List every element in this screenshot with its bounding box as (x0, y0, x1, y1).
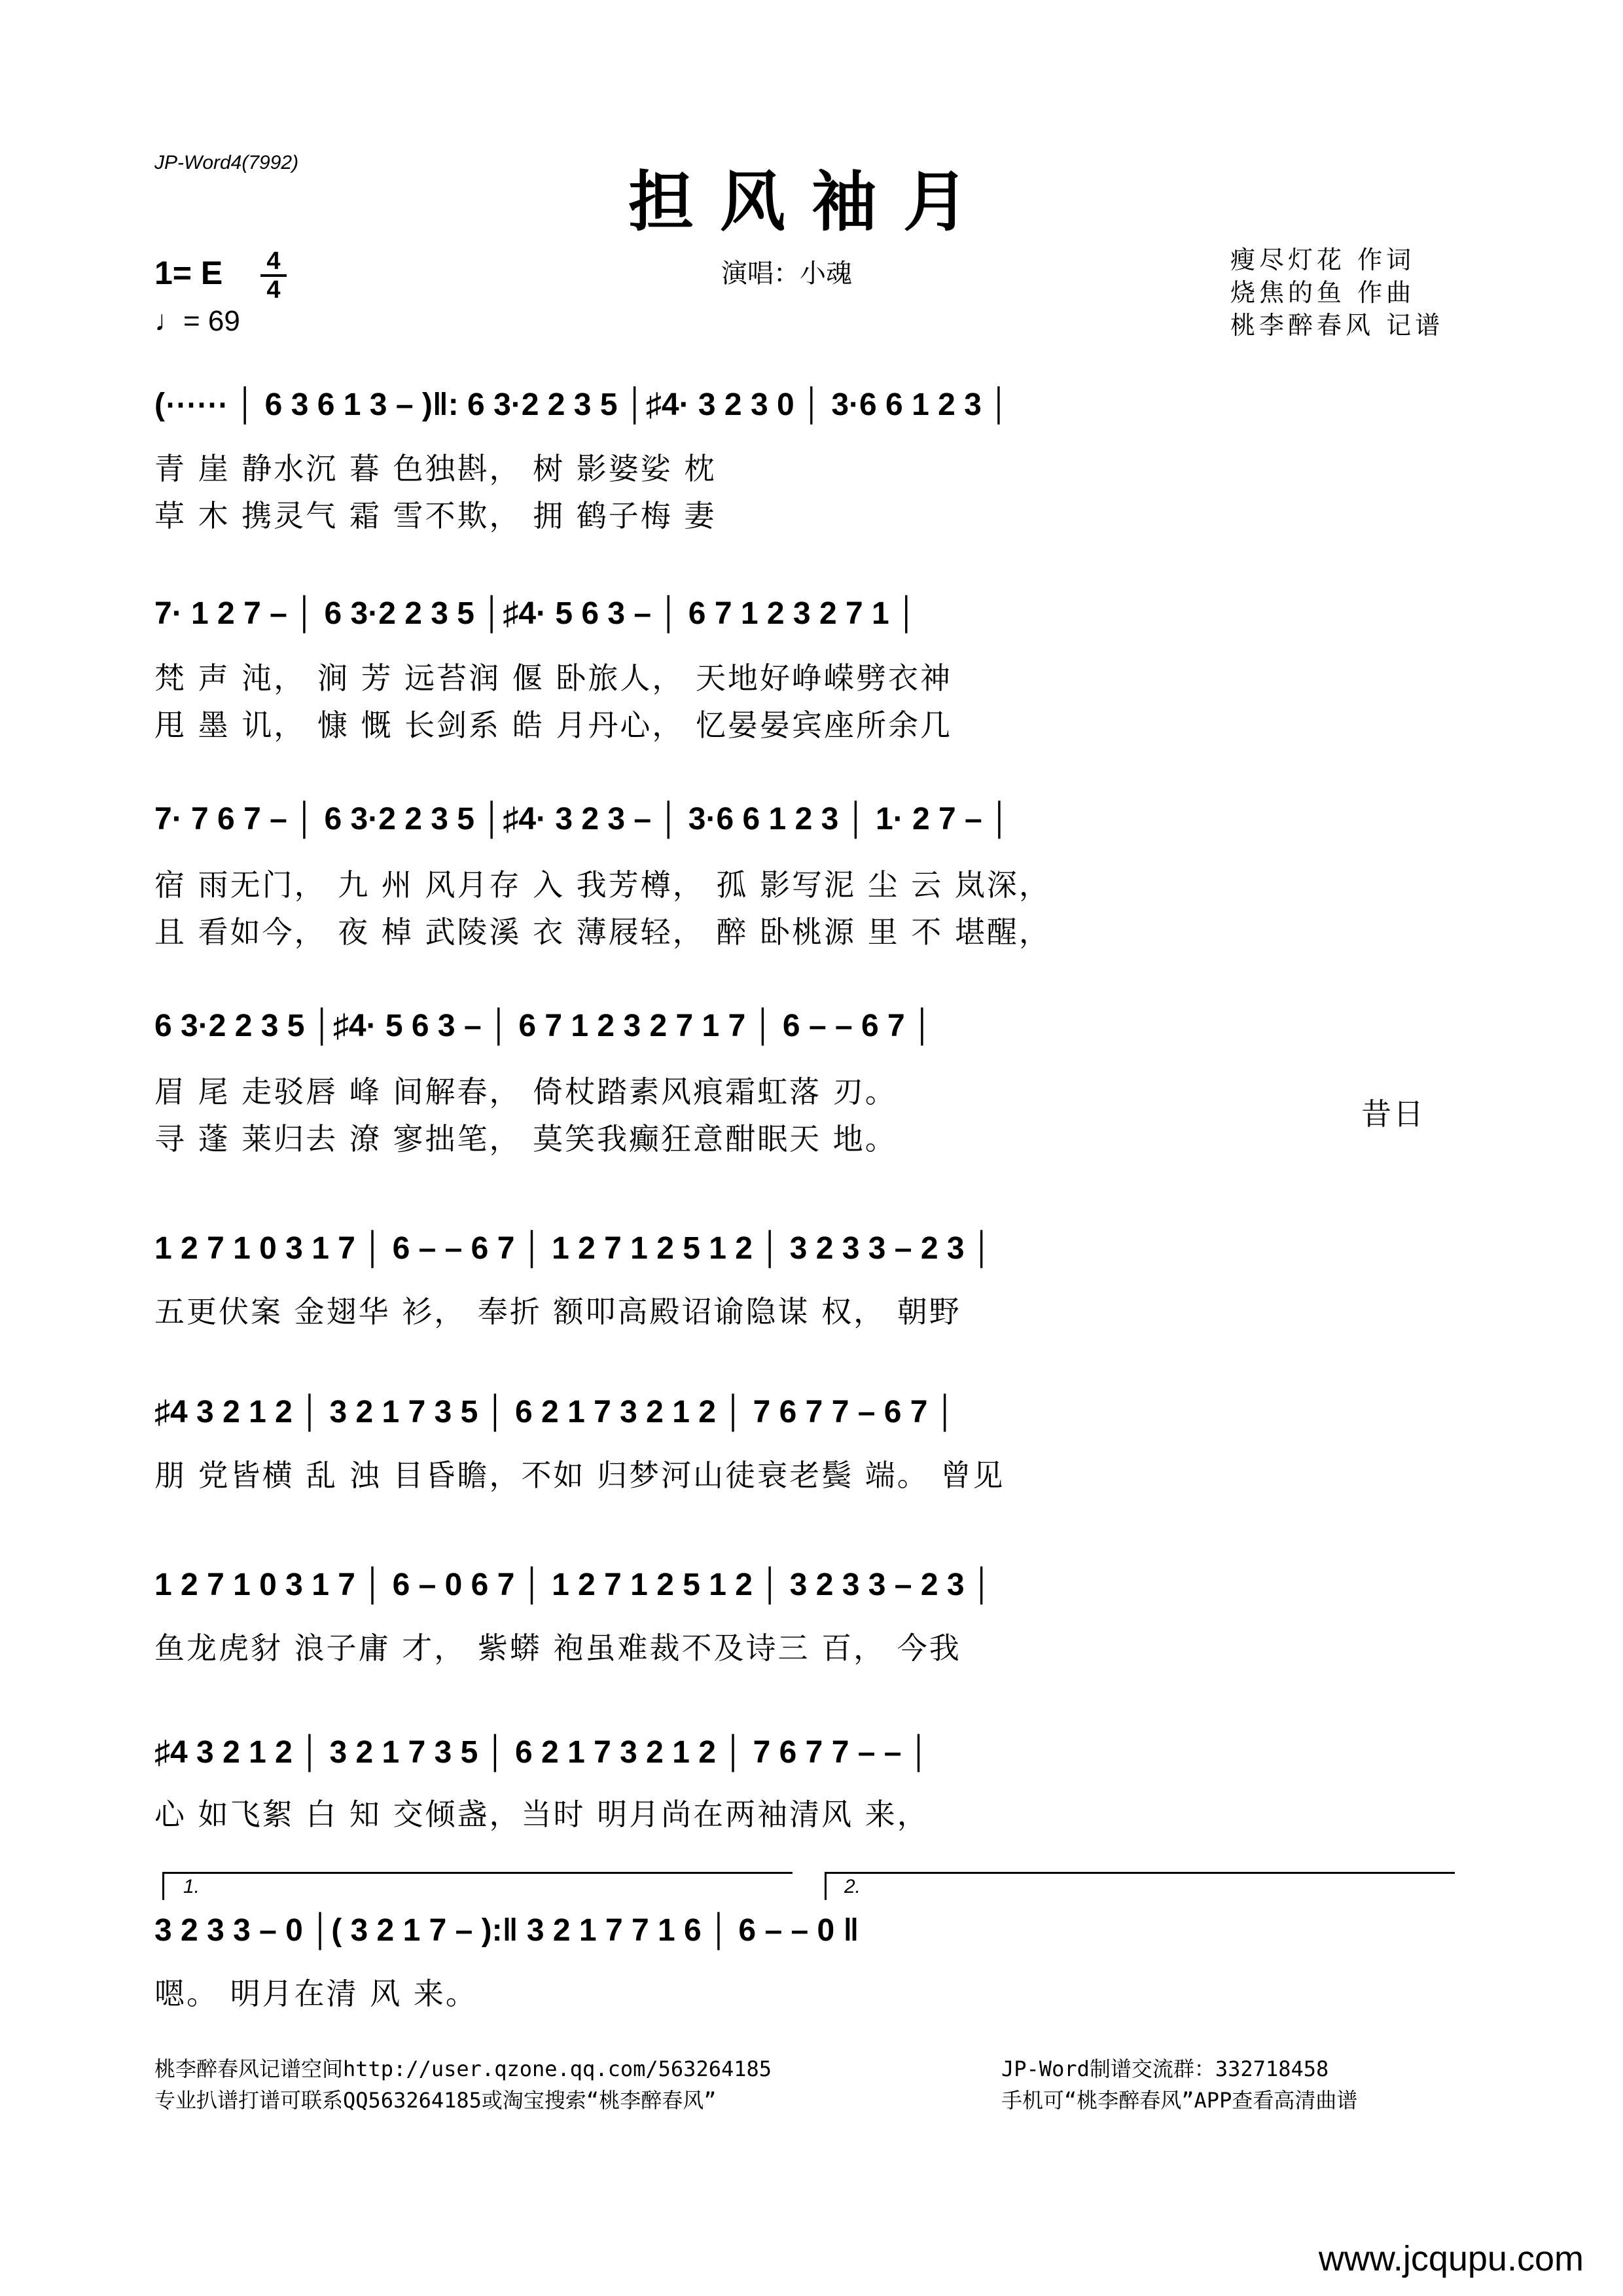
volta-label-1: 1. (183, 1876, 200, 1897)
volta-bracket-2 (825, 1872, 1455, 1900)
lyric-line: 朋 党皆横 乱 浊 目昏瞻，不如 归梦河山徒衰老鬓 端。 曾见 (154, 1458, 1005, 1493)
time-signature (260, 249, 287, 302)
lyric-line: 寻 蓬 莱归去 潦 寥拙笔， 莫笑我癫狂意酣眠天 地。 (154, 1121, 897, 1157)
singer-credit: 演唱：小魂 (721, 259, 852, 289)
footer-right-2: 手机可“桃李醉春风”APP查看高清曲谱 (1001, 2088, 1358, 2113)
notes-line: 7· 1 2 7 – │ 6 3·2 2 3 5 │♯4· 5 6 3 – │ 6 7 1 2 3 2 7 1 │ (154, 596, 918, 631)
footer-left-2: 专业扒谱打谱可联系QQ563264185或淘宝搜索“桃李醉春风” (154, 2088, 717, 2113)
notes-line: ♯4 3 2 1 2 │ 3 2 1 7 3 5 │ 6 2 1 7 3 2 1 2 │ 7 6 7 7 – 6 7 │ (154, 1395, 956, 1429)
time-sig-bottom: 4 (266, 276, 281, 304)
lyric-line: 五更伏案 金翅华 衫， 奉折 额叩高殿诏谕隐谋 权， 朝野 (154, 1294, 961, 1329)
footer-right-1: JP-Word制谱交流群：332718458 (1001, 2056, 1329, 2081)
watermark: www.jcqupu.com (1318, 2239, 1584, 2278)
notes-line: ♯4 3 2 1 2 │ 3 2 1 7 3 5 │ 6 2 1 7 3 2 1 2 │ 7 6 7 7 – – │ (154, 1735, 930, 1770)
lyric-line: 甩 墨 讥， 慷 慨 长剑系 皓 月丹心， 忆晏晏宾座所余几 (154, 708, 952, 743)
notes-line: 6 3·2 2 3 5 │♯4· 5 6 3 – │ 6 7 1 2 3 2 7 1 7 │ 6 – – 6 7 │ (154, 1009, 934, 1043)
lyric-line: 嗯。 明月在清 风 来。 (154, 1976, 478, 2011)
notes-line: (⋯⋯ │ 6 3 6 1 3 – )‖: 6 3·2 2 3 5 │♯4· 3 2 3 0 │ 3·6 6 1 2 3 │ (154, 387, 1010, 422)
side-lyric: 昔日 (1361, 1096, 1425, 1132)
transcriber-credit: 桃李醉春风 记谱 (1230, 311, 1444, 340)
lyric-line: 宿 雨无门， 九 州 风月存 入 我芳樽， 孤 影写泥 尘 云 岚深， (154, 867, 1051, 903)
lyric-line: 梵 声 沌， 涧 芳 远苔润 偃 卧旅人， 天地好峥嵘劈衣神 (154, 660, 952, 696)
credits-block (1230, 243, 1444, 342)
lyric-line: 青 崖 静水沉 暮 色独斟， 树 影婆娑 枕 (154, 451, 717, 486)
notes-line: 1 2 7 1 0 3 1 7 │ 6 – – 6 7 │ 1 2 7 1 2 5 1 2 │ 3 2 3 3 – 2 3 │ (154, 1231, 993, 1266)
composer-credit: 烧焦的鱼 作曲 (1230, 278, 1416, 307)
song-title: 担风袖月 (628, 163, 995, 240)
footer-left-1: 桃李醉春风记谱空间http://user.qzone.qq.com/563264185 (154, 2056, 772, 2081)
key-signature: 1= E (154, 255, 223, 291)
lyricist-credit: 瘦尽灯花 作词 (1230, 245, 1416, 274)
volta-label-2: 2. (844, 1876, 861, 1897)
lyric-line: 鱼龙虎豺 浪子庸 才， 紫蟒 袍虽难裁不及诗三 百， 今我 (154, 1630, 961, 1666)
time-sig-top: 4 (266, 247, 281, 275)
tempo-marking: ♩= 69 (154, 305, 240, 337)
lyric-line: 草 木 携灵气 霜 雪不欺， 拥 鹤子梅 妻 (154, 498, 717, 533)
notes-line: 7· 7 6 7 – │ 6 3·2 2 3 5 │♯4· 3 2 3 – │ 3·6 6 1 2 3 │ 1· 2 7 – │ (154, 802, 1011, 836)
lyric-line: 心 如飞絮 白 知 交倾盏，当时 明月尚在两袖清风 来， (154, 1797, 929, 1832)
notes-line: 3 2 3 3 – 0 │( 3 2 1 7 – ):‖ 3 2 1 7 7 1 6 │ 6 – – 0 ‖ (154, 1913, 859, 1948)
notes-line: 1 2 7 1 0 3 1 7 │ 6 – 0 6 7 │ 1 2 7 1 2 5 1 2 │ 3 2 3 3 – 2 3 │ (154, 1568, 993, 1602)
software-label: JP-Word4(7992) (154, 152, 299, 173)
volta-bracket-1 (162, 1872, 793, 1900)
lyric-line: 眉 尾 走驳唇 峰 间解春， 倚杖踏素风痕霜虹落 刃。 (154, 1074, 897, 1109)
lyric-line: 且 看如今， 夜 棹 武陵溪 衣 薄屐轻， 醉 卧桃源 里 不 堪醒， (154, 914, 1051, 950)
